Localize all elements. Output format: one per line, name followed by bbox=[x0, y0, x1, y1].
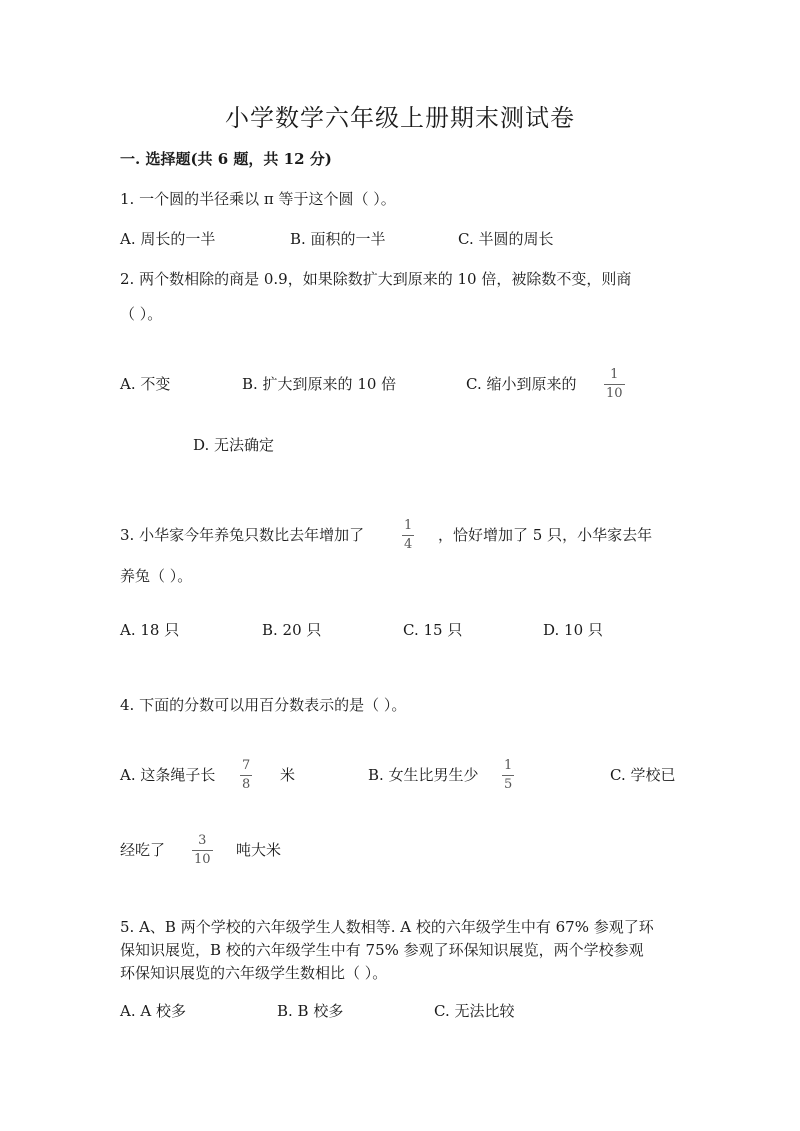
question-1-option-b: B. 面积的一半 bbox=[290, 230, 386, 248]
question-3-option-c: C. 15 只 bbox=[403, 621, 463, 639]
question-3-option-a: A. 18 只 bbox=[120, 621, 180, 639]
question-2-option-c: C. 缩小到原来的 bbox=[466, 375, 577, 393]
question-5-stem-line3: 环保知识展览的六年级学生数相比（ ）。 bbox=[120, 964, 388, 982]
page-title: 小学数学六年级上册期末测试卷 bbox=[225, 104, 575, 132]
question-5-option-c: C. 无法比较 bbox=[434, 1002, 515, 1020]
question-2-option-b: B. 扩大到原来的 10 倍 bbox=[242, 375, 397, 393]
fraction-denominator: 4 bbox=[404, 537, 413, 552]
question-1-option-c: C. 半圆的周长 bbox=[458, 230, 554, 248]
question-3-stem-part2: ，恰好增加了 5 只，小华家去年 bbox=[438, 526, 653, 544]
question-2-option-d: D. 无法确定 bbox=[193, 436, 275, 454]
question-2-stem-line1: 2. 两个数相除的商是 0.9，如果除数扩大到原来的 10 倍，被除数不变，则商 bbox=[120, 270, 632, 288]
question-4-option-a-text: A. 这条绳子长 bbox=[120, 766, 216, 784]
question-3-stem-line2: 养兔（ ）。 bbox=[120, 567, 193, 585]
fraction-denominator: 10 bbox=[606, 386, 623, 401]
fraction-numerator: 1 bbox=[504, 758, 513, 773]
question-1-stem: 1. 一个圆的半径乘以 π 等于这个圆（ ）。 bbox=[120, 190, 396, 208]
fraction-denominator: 8 bbox=[242, 777, 251, 792]
question-5-option-b: B. B 校多 bbox=[277, 1002, 344, 1020]
question-2-fraction bbox=[604, 368, 625, 401]
question-5-option-a: A. A 校多 bbox=[120, 1002, 186, 1020]
question-3-option-b: B. 20 只 bbox=[262, 621, 322, 639]
fraction-bar bbox=[402, 535, 414, 536]
question-4-option-c-fraction bbox=[192, 834, 213, 867]
section-heading: 一. 选择题(共 6 题，共 12 分) bbox=[120, 150, 332, 168]
fraction-denominator: 5 bbox=[504, 777, 513, 792]
fraction-bar bbox=[192, 850, 213, 851]
question-3-stem-part1: 3. 小华家今年养兔只数比去年增加了 bbox=[120, 526, 365, 544]
question-2-option-a: A. 不变 bbox=[120, 375, 171, 393]
fraction-numerator: 1 bbox=[404, 518, 413, 533]
fraction-bar bbox=[604, 384, 625, 385]
question-4-option-c-unit: 吨大米 bbox=[236, 841, 282, 859]
question-5-stem-line1: 5. A、B 两个学校的六年级学生人数相等. A 校的六年级学生中有 67% 参观了环 bbox=[120, 918, 654, 936]
question-3-option-d: D. 10 只 bbox=[543, 621, 603, 639]
fraction-numerator: 1 bbox=[610, 367, 619, 382]
fraction-denominator: 10 bbox=[194, 852, 211, 867]
fraction-numerator: 3 bbox=[198, 833, 207, 848]
question-4-option-a-unit: 米 bbox=[280, 766, 296, 784]
fraction-bar bbox=[502, 775, 514, 776]
question-4-option-b-fraction bbox=[502, 759, 514, 792]
question-5-stem-line2: 保知识展览，B 校的六年级学生中有 75% 参观了环保知识展览，两个学校参观 bbox=[120, 941, 644, 959]
fraction-bar bbox=[240, 775, 252, 776]
fraction-numerator: 7 bbox=[242, 758, 251, 773]
question-1-option-a: A. 周长的一半 bbox=[120, 230, 216, 248]
question-4-option-a-fraction bbox=[240, 759, 252, 792]
question-4-option-b-text: B. 女生比男生少 bbox=[368, 766, 479, 784]
question-3-fraction bbox=[402, 519, 414, 552]
question-4-stem: 4. 下面的分数可以用百分数表示的是（ ）。 bbox=[120, 696, 407, 714]
question-4-option-c-line1: C. 学校已 bbox=[610, 766, 676, 784]
question-2-stem-line2: （ ）。 bbox=[120, 305, 163, 323]
question-4-option-c-line2-text: 经吃了 bbox=[120, 841, 166, 859]
